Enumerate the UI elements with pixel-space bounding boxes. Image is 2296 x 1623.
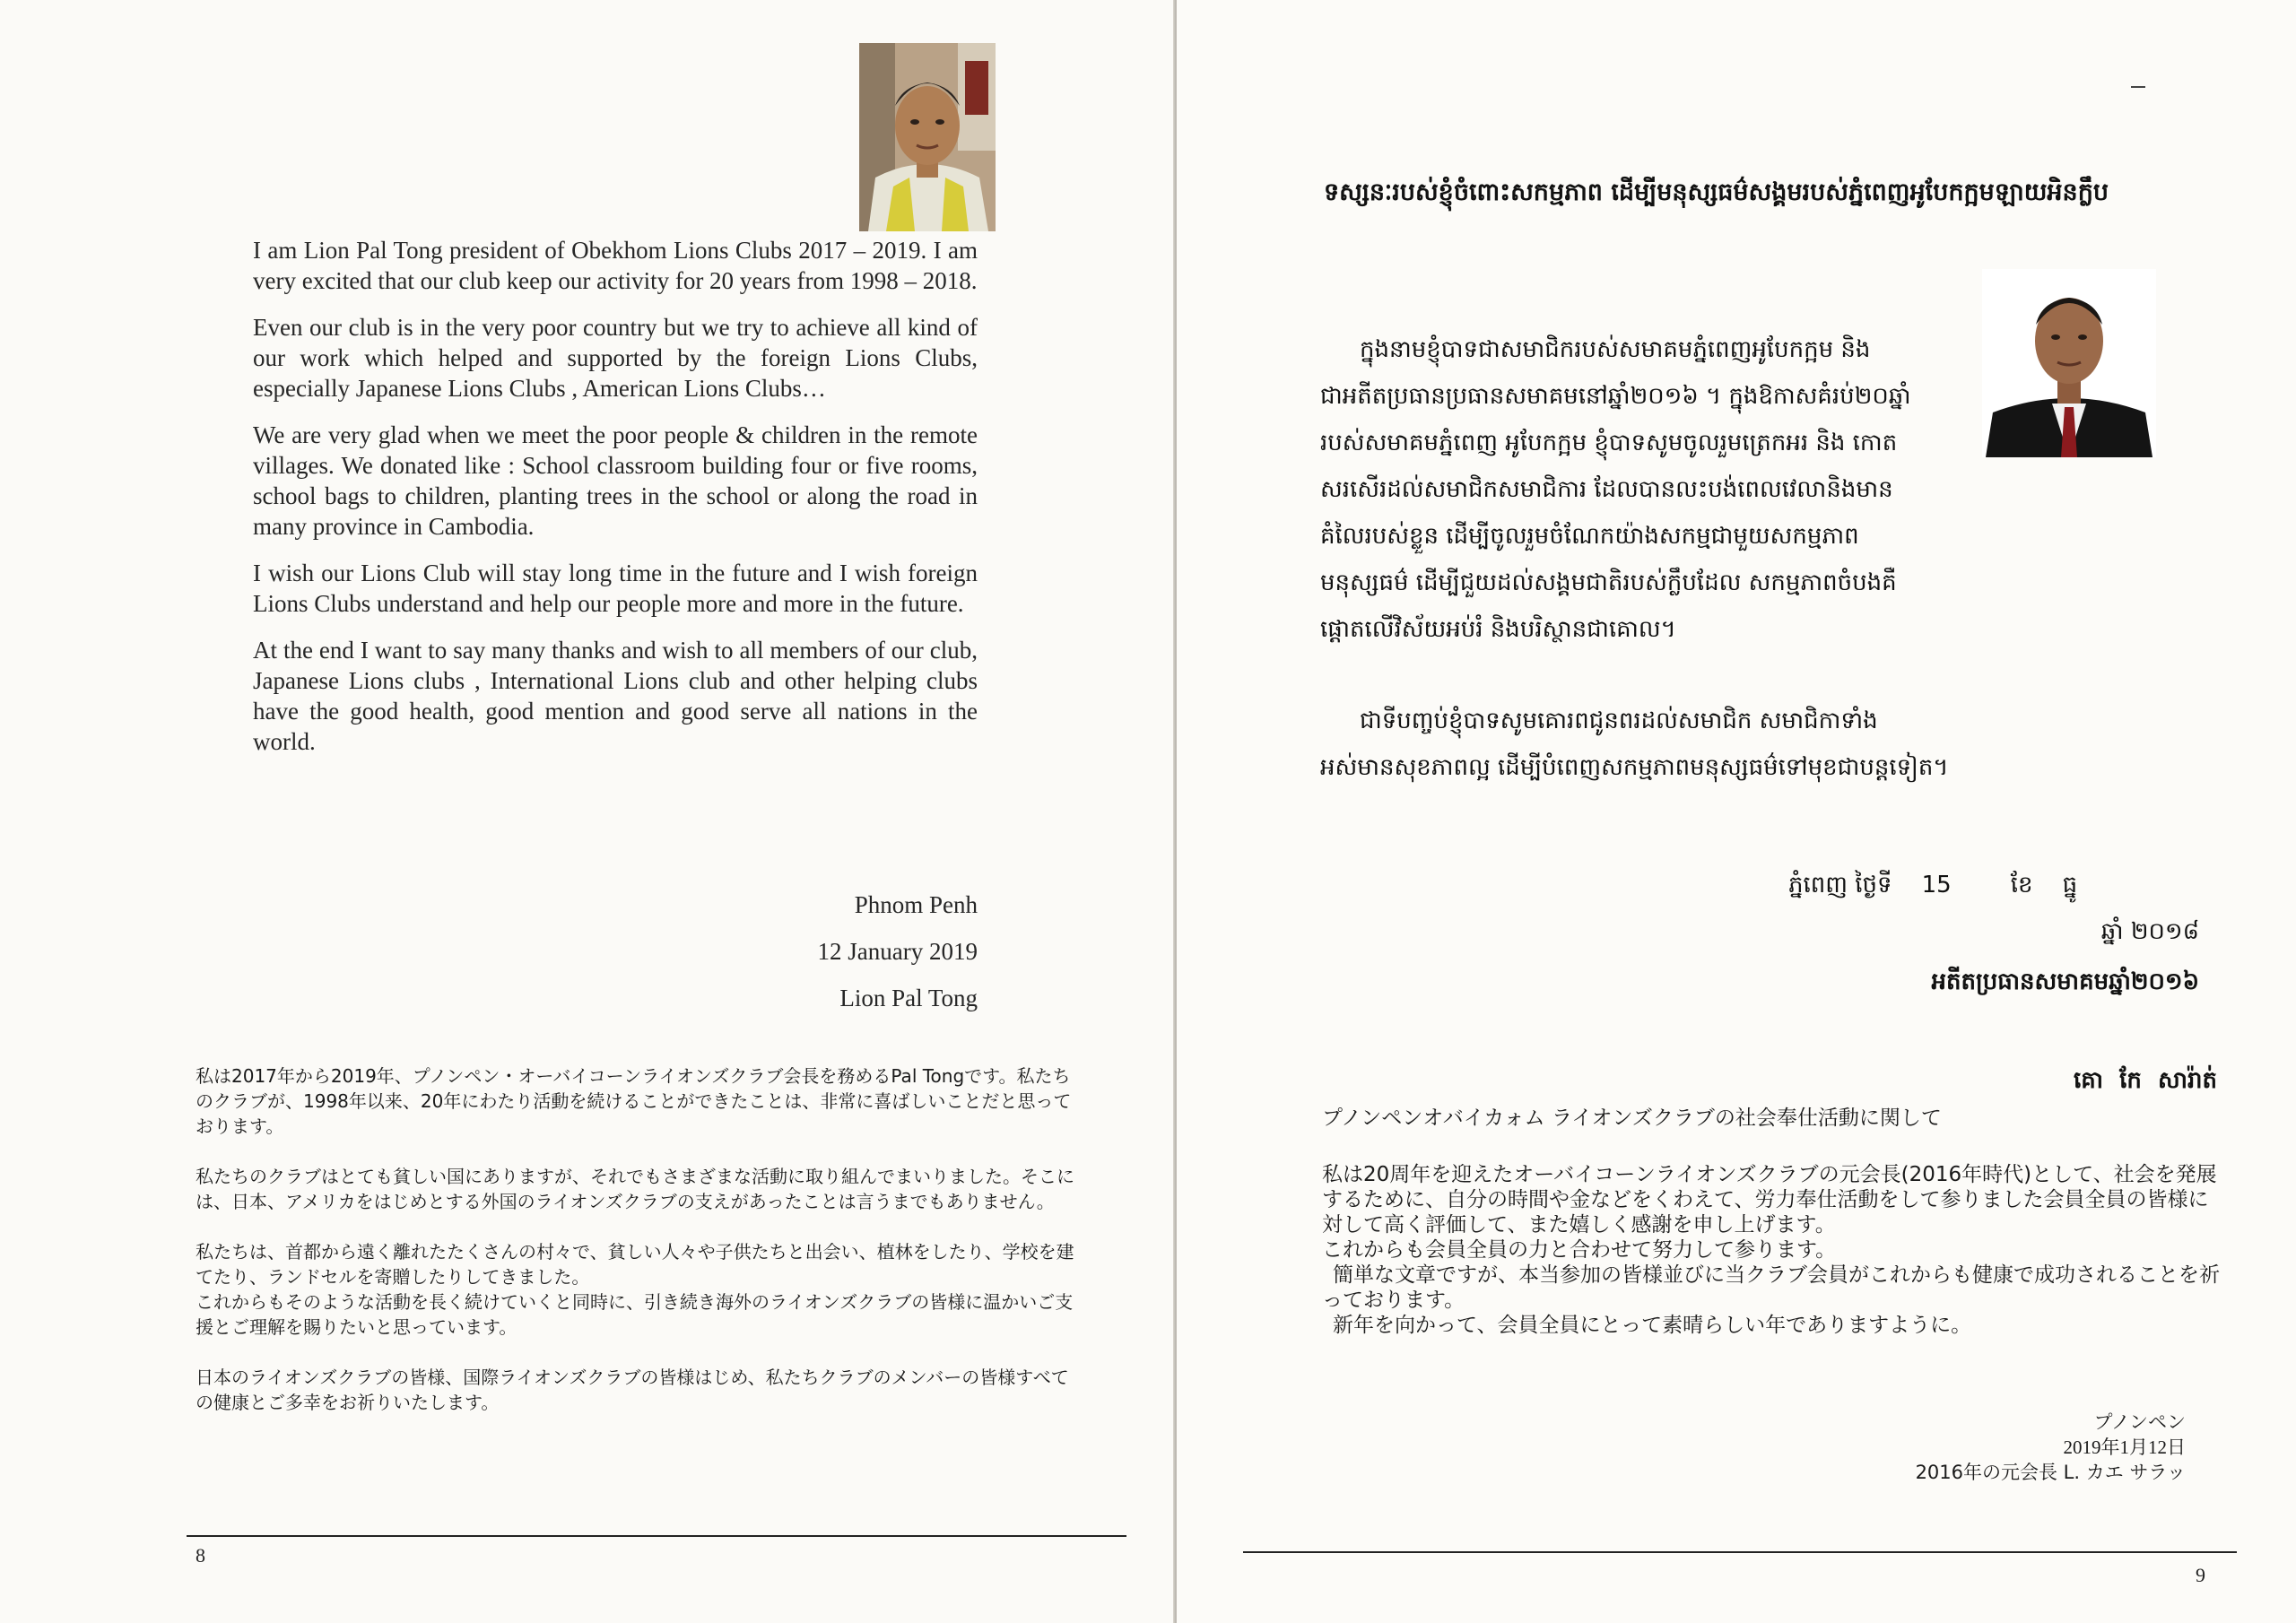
khmer-year-line: ឆ្នាំ ២០១៨ — [2100, 918, 2199, 945]
khmer-line-4: សរសើរដល់សមាជិកសមាជិការ ដែលបានលះបង់ពេលវេលានិងមាន — [1320, 476, 1893, 503]
khmer-name: គោ កែ សារ៉ាត់ — [2074, 1067, 2217, 1094]
khmer-role: អតីតប្រធានសមាគមឆ្នាំ២០១៦ — [1931, 968, 2199, 995]
page-number-left: 8 — [196, 1544, 205, 1567]
page-number-right: 9 — [2196, 1564, 2205, 1586]
english-place: Phnom Penh — [854, 891, 978, 918]
japanese-right-paragraph-3: 簡単な文章ですが、本当参加の皆様並びに当クラブ会員がこれからも健康で成功されることを祈っております。 — [1322, 1263, 2220, 1312]
japanese-right-paragraph-1: 私は20周年を迎えたオーバイコーンライオンズクラブの元会長(2016年時代)として、社会を発展するために、自分の時間や金などをくわえて、労力奉仕活動をして参りました会員全員の皆様に対して高く評価して、また嬉しく感謝を申し上げます。 — [1322, 1163, 2217, 1237]
japanese-right-place: プノンペン — [2093, 1411, 2186, 1433]
japanese-paragraph-4: これからもそのような活動を長く続けていくと同時に、引き続き海外のライオンズクラブの皆様に温かいご支援とご理解を賜りたいと思っています。 — [196, 1291, 1074, 1338]
japanese-paragraph-1: 私は2017年から2019年、プノンペン・オーバイコーンライオンズクラブ会長を務めるPal Tongです。私たちのクラブが、1998年以来、20年にわたり活動を続けることができたことは、非常に喜ばしいことだと思っております。 — [196, 1065, 1072, 1137]
japanese-right-date: 2019年1月12日 — [2063, 1436, 2186, 1458]
right-page — [1177, 0, 2296, 1623]
khmer-date-line: ភ្នំពេញ ថ្ងៃទី 15 ខែ ធ្នូ — [1788, 872, 2078, 898]
japanese-paragraph-3: 私たちは、首都から遠く離れたたくさんの村々で、貧しい人々や子供たちと出会い、植林をしたり、学校を建てたり、ランドセルを寄贈したりしてきました。 — [196, 1241, 1074, 1288]
japanese-paragraph-5: 日本のライオンズクラブの皆様、国際ライオンズクラブの皆様はじめ、私たちクラブのメンバーの皆様すべての健康とご多幸をお祈りいたします。 — [196, 1367, 1069, 1413]
khmer-line-6: មនុស្សធម៌ ដើម្បីជួយដល់សង្គមជាតិរបស់ក្លឹបដែល សកម្មភាពចំបងគឺ — [1320, 569, 1897, 596]
japanese-heading-right: プノンペンオバイカォム ライオンズクラブの社会奉仕活動に関して — [1322, 1107, 1942, 1130]
japanese-letter-left — [196, 1063, 1074, 1415]
khmer-title: ទស្សនៈរបស់ខ្ញុំចំពោះសកម្មភាព ដើម្បីមនុស្សធម៌សង្គមរបស់ភ្នំពេញអូបែកក្អមឡាយអិនក្លឹប — [1324, 178, 2109, 206]
english-paragraph-3: We are very glad when we meet the poor people & children in the remote villages. We donated like : School classroom building four or five rooms, school bags to children, planting trees in the school or along the road in many province in Cambodia. — [253, 421, 978, 540]
khmer-closing-line-1: ជាទីបញ្ចប់ខ្ញុំបាទសូមគោរពជូនពរដល់សមាជិក សមាជិកាទាំង — [1360, 707, 1878, 734]
english-date: 12 January 2019 — [817, 938, 978, 965]
khmer-line-2: ជាអតីតប្រធានប្រធានសមាគមនៅឆ្នាំ២០១៦ ។ ក្នុងឱកាសគំរប់២០ឆ្នាំ — [1320, 383, 1911, 410]
scan-mark — [2131, 86, 2145, 88]
khmer-line-7: ផ្តោតលើវិស័យអប់រំ និងបរិស្ថានជាគោល។ — [1320, 616, 1676, 643]
english-paragraph-4: I wish our Lions Club will stay long time in the future and I wish foreign Lions Clubs understand and help our people more and more in the future. — [253, 560, 978, 617]
english-signature: Lion Pal Tong — [839, 985, 978, 1011]
japanese-paragraph-2: 私たちのクラブはとても貧しい国にありますが、それでもさまざまな活動に取り組んでまいりました。そこには、日本、アメリカをはじめとする外国のライオンズクラブの支えがあったことは言うまでもありません。 — [196, 1166, 1074, 1212]
japanese-right-signature: 2016年の元会長 L. カエ サラッ — [1915, 1462, 2186, 1483]
english-letter — [253, 235, 978, 773]
khmer-closing-line-2: អស់មានសុខភាពល្អ ដើម្បីបំពេញសកម្មភាពមនុស្សធម៌ទៅមុខជាបន្តទៀត។ — [1320, 754, 1949, 781]
japanese-letter-right — [1322, 1162, 2228, 1338]
footer-rule-right — [1243, 1551, 2237, 1553]
portrait-photo-ke-sarat — [1982, 269, 2156, 457]
footer-rule-left — [187, 1535, 1126, 1537]
khmer-line-5: គំលៃរបស់ខ្លួន ដើម្បីចូលរួមចំណែកយ៉ាងសកម្មជាមួយសកម្មភាព — [1320, 523, 1859, 550]
english-paragraph-1: I am Lion Pal Tong president of Obekhom Lions Clubs 2017 – 2019. I am very excited that our club keep our activity for 20 years from 1998 – 2018. — [253, 237, 978, 294]
japanese-right-paragraph-2: これからも会員全員の力と合わせて努力して参ります。 — [1322, 1238, 1837, 1262]
khmer-body — [1320, 326, 1966, 791]
portrait-photo-pal-tong — [859, 43, 996, 231]
portrait-image — [1982, 269, 2156, 457]
english-paragraph-2: Even our club is in the very poor country but we try to achieve all kind of our work which helped and supported by the foreign Lions Clubs, especially Japanese Lions Clubs , American Lions Clubs… — [253, 314, 978, 402]
english-paragraph-5: At the end I want to say many thanks and wish to all members of our club, Japanese Lions clubs , International Lions club and other helping clubs have the good health, good mention and good serve all nations in the world. — [253, 637, 978, 755]
khmer-line-3: របស់សមាគមភ្នំពេញ អូបែកក្អម ខ្ញុំបាទសូមចូលរួមត្រេកអរ និង កោត — [1320, 430, 1898, 456]
japanese-right-paragraph-4: 新年を向かって、会員全員にとって素晴らしい年でありますように。 — [1333, 1314, 1972, 1337]
portrait-image — [859, 43, 996, 231]
khmer-line-1: ក្នុងនាមខ្ញុំបាទជាសមាជិករបស់សមាគមភ្នំពេញអូបែកក្អម និង — [1360, 336, 1871, 363]
